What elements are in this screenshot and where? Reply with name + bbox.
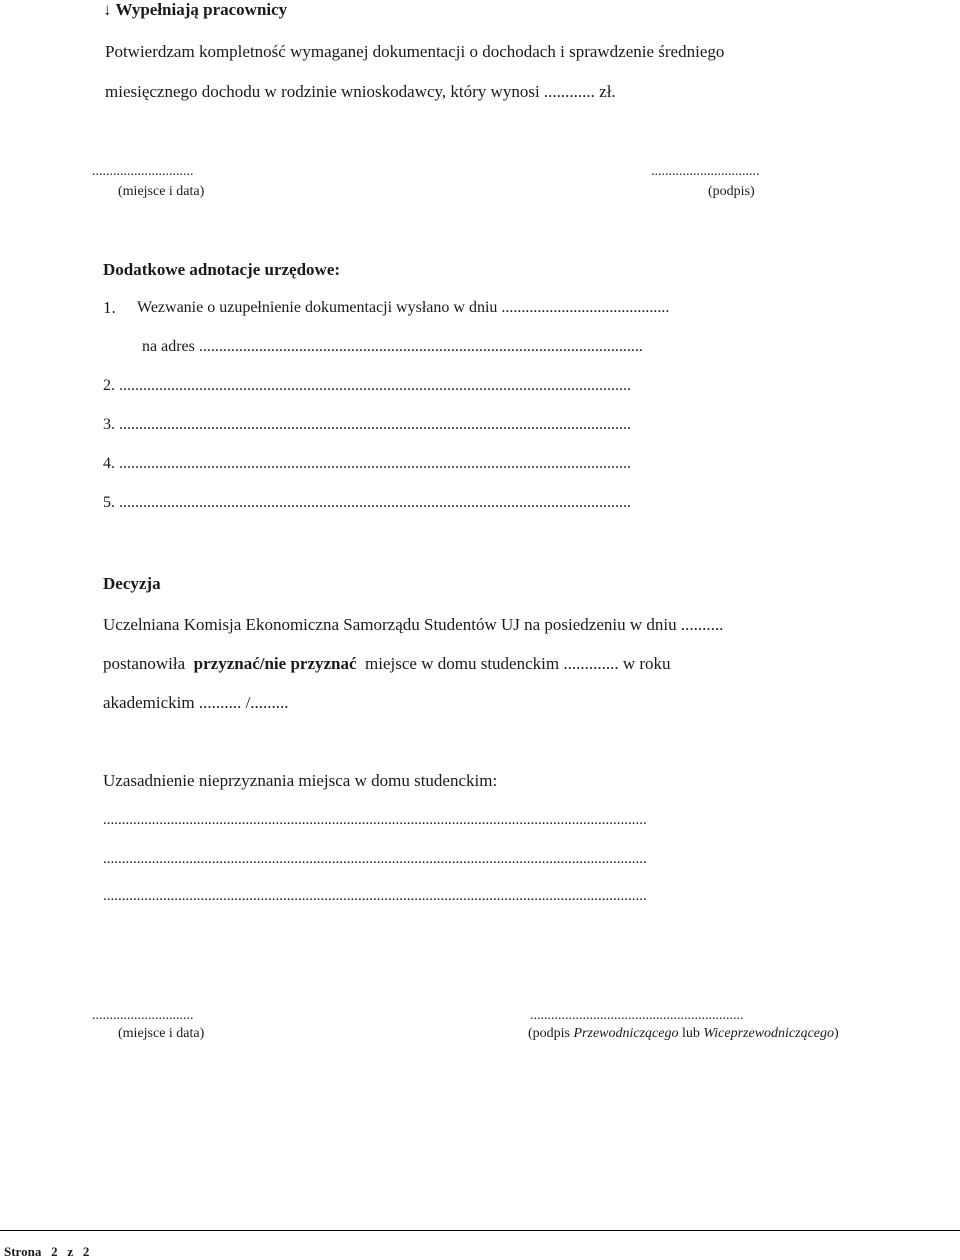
place-date-label-2: (miejsce i data) (118, 1026, 205, 1041)
decision-line-3: akademickim .......... /......... (103, 693, 289, 712)
justification-line-1: ................................................................................................................................................. (103, 812, 647, 828)
justification-line-3: ................................................................................................................................................. (103, 888, 647, 904)
chairman-signature-suffix: ) (834, 1026, 839, 1041)
annotation-item-4: 4. ................................................................................................................................ (103, 455, 631, 472)
page-number: Strona 2 z 2 (4, 1244, 90, 1259)
chairman-signature-dots: ............................................................. (530, 1008, 744, 1023)
decision-line-2-prefix: postanowiła (103, 654, 186, 673)
chairman-or: lub (678, 1026, 704, 1041)
justification-heading: Uzasadnienie nieprzyznania miejsca w domu studenckim: (103, 771, 498, 790)
decision-line-2 (103, 654, 671, 674)
annotation-item-1-address: na adres ............................................................................................................... (142, 338, 643, 355)
signature-label: (podpis) (708, 184, 755, 199)
section-header (103, 0, 287, 20)
footer-divider (0, 1230, 960, 1231)
annotation-item-1-text: Wezwanie o uzupełnienie dokumentacji wysłano w dniu .......................................... (137, 299, 670, 316)
section-title: Wypełniają pracownicy (115, 0, 288, 19)
confirmation-line-2: miesięcznego dochodu w rodzinie wnioskodawcy, który wynosi ............ zł. (105, 82, 616, 101)
chairman-signature-prefix: (podpis (528, 1026, 574, 1041)
chairman-role: Przewodniczącego (573, 1026, 679, 1041)
annotation-item-5: 5. ................................................................................................................................ (103, 494, 631, 511)
place-date-dots-2: ............................. (92, 1008, 194, 1023)
signature-dots: ............................... (651, 164, 760, 179)
justification-line-2: ................................................................................................................................................. (103, 851, 647, 867)
place-date-label: (miejsce i data) (118, 184, 205, 199)
decision-line-1: Uczelniana Komisja Ekonomiczna Samorządu Studentów UJ na posiedzeniu w dniu .......... (103, 615, 724, 634)
annotation-item-3: 3. ................................................................................................................................ (103, 416, 631, 433)
decision-line-2-suffix: miejsce w domu studenckim ............. w roku (365, 654, 671, 673)
vice-chairman-role: Wiceprzewodniczącego (703, 1026, 835, 1041)
confirmation-line-1: Potwierdzam kompletność wymaganej dokumentacji o dochodach i sprawdzenie średniego (105, 42, 725, 61)
annotation-item-2: 2. ................................................................................................................................ (103, 377, 631, 394)
arrow-down-icon: ↓ (103, 0, 112, 19)
decision-heading: Decyzja (103, 574, 161, 593)
decision-grant-choice: przyznać/nie przyznać (193, 654, 357, 673)
place-date-dots: ............................. (92, 164, 194, 179)
chairman-signature-label (528, 1026, 839, 1042)
annotation-item-1-number: 1. (103, 298, 116, 317)
annotations-heading: Dodatkowe adnotacje urzędowe: (103, 260, 341, 279)
